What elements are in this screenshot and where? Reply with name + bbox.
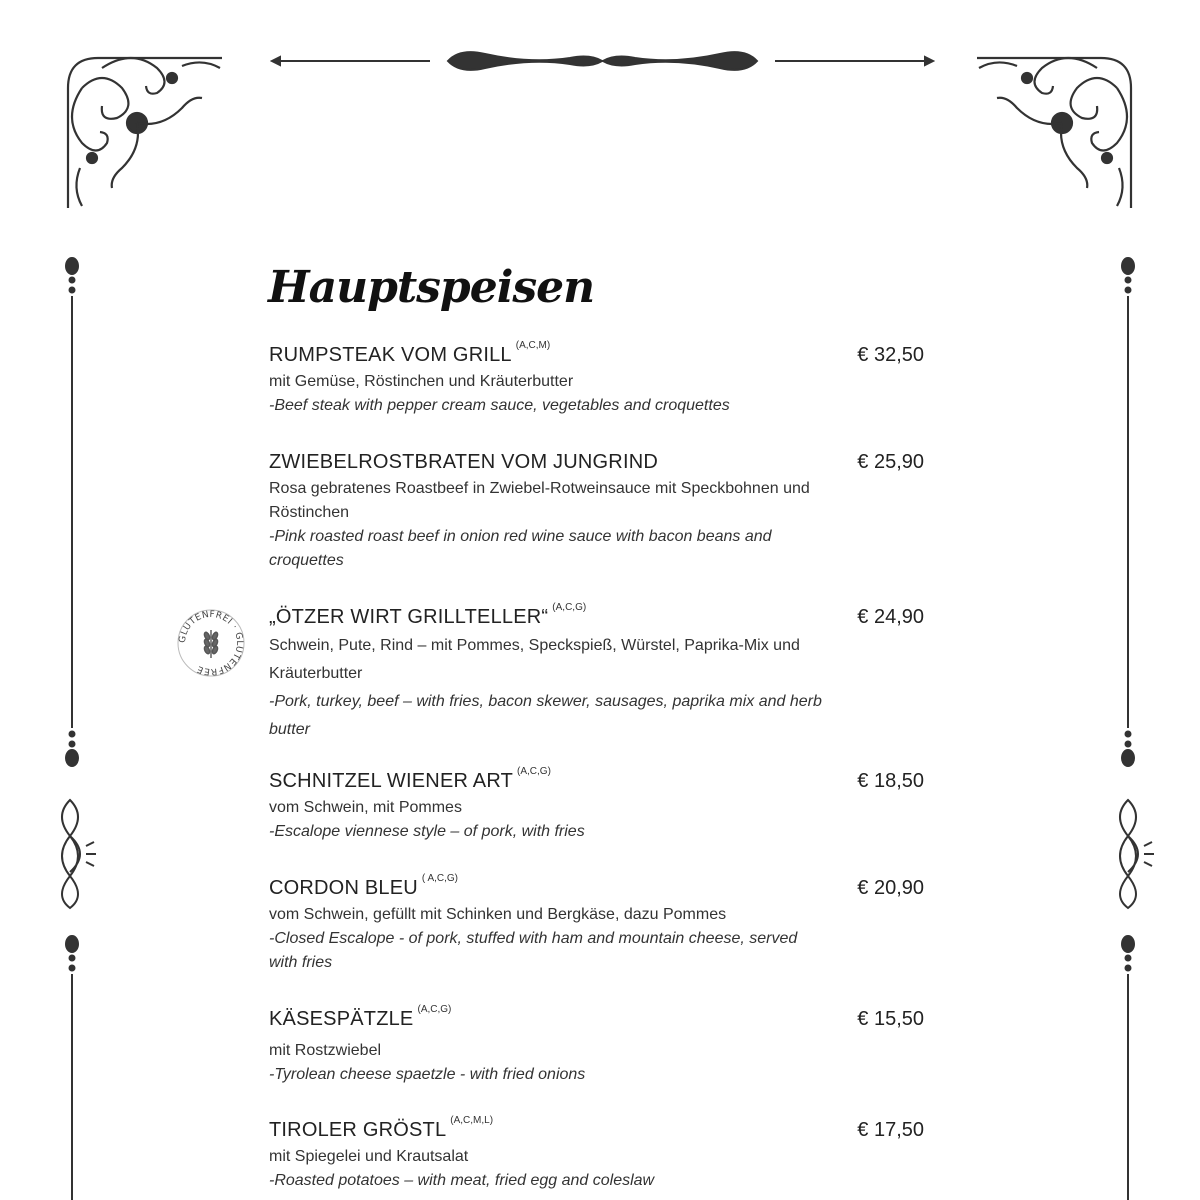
corner-ornament-top-left-icon: [62, 48, 227, 213]
menu-item: [269, 766, 924, 844]
menu-item: [269, 451, 924, 573]
description-english: -Pink roasted roast beef in onion red wine sauce with bacon beans and croquettes: [269, 528, 772, 569]
menu-item-name: „ÖTZER WIRT GRILLTELLER“: [269, 606, 549, 628]
description-english: -Roasted potatoes – with meat, fried egg and coleslaw: [269, 1172, 655, 1189]
menu-item-price: € 32,50: [857, 344, 924, 366]
description-german: vom Schwein, gefüllt mit Schinken und Bergkäse, dazu Pommes: [269, 906, 727, 923]
description-english: -Escalope viennese style – of pork, with fries: [269, 823, 585, 840]
description-german: Schwein, Pute, Rind – mit Pommes, Speckspieß, Würstel, Paprika-Mix und Kräuterbutter: [269, 637, 800, 682]
menu-item-price: € 18,50: [857, 770, 924, 792]
menu-item: [269, 1115, 924, 1193]
description-german: mit Spiegelei und Krautsalat: [269, 1148, 469, 1165]
left-infinity-ornament-icon: [50, 796, 100, 912]
menu-item-price: € 24,90: [857, 606, 924, 628]
left-upper-rail-icon: [62, 256, 82, 768]
menu-item-title: [269, 873, 459, 900]
menu-item: [269, 602, 924, 744]
menu-item-title: [269, 602, 587, 629]
description-german: Rosa gebratenes Roastbeef in Zwiebel-Rotweinsauce mit Speckbohnen und Röstinchen: [269, 480, 810, 521]
right-infinity-ornament-icon: [1106, 796, 1156, 912]
page-title: Hauptspeisen: [268, 262, 595, 313]
svg-text:GLUTENFREI · GLUTENFREE: GLUTENFREI · GLUTENFREE: [177, 609, 245, 677]
menu-item-price: € 20,90: [857, 877, 924, 899]
allergen-codes: ( A,C,G): [421, 873, 459, 884]
allergen-codes: (A,C,G): [552, 602, 587, 613]
description-english: -Beef steak with pepper cream sauce, vegetables and croquettes: [269, 397, 730, 414]
menu-item-title: [269, 340, 551, 367]
menu-item-name: KÄSESPÄTZLE: [269, 1008, 414, 1030]
description-german: vom Schwein, mit Pommes: [269, 799, 462, 816]
allergen-codes: (A,C,G): [417, 1004, 452, 1015]
menu-item-name: ZWIEBELROSTBRATEN VOM JUNGRIND: [269, 451, 658, 473]
menu-item-price: € 25,90: [857, 451, 924, 473]
menu-item: [269, 873, 924, 975]
allergen-codes: (A,C,M): [515, 340, 551, 351]
allergen-codes: (A,C,M,L): [450, 1115, 494, 1126]
description-english: -Tyrolean cheese spaetzle - with fried onions: [269, 1066, 586, 1083]
menu-item-title: [269, 1004, 452, 1031]
menu-item-name: SCHNITZEL WIENER ART: [269, 770, 514, 792]
menu-item-price: € 15,50: [857, 1008, 924, 1030]
left-lower-rail-icon: [62, 934, 82, 1200]
corner-ornament-top-right-icon: [972, 48, 1137, 213]
menu-item-title: [269, 451, 662, 474]
wheat-icon: [203, 630, 218, 658]
allergen-codes: (A,C,G): [517, 766, 551, 777]
description-german: mit Rostzwiebel: [269, 1042, 382, 1059]
menu-item: [269, 340, 924, 418]
right-upper-rail-icon: [1118, 256, 1138, 768]
description-english: -Closed Escalope - of pork, stuffed with ham and mountain cheese, served with fries: [269, 930, 798, 971]
menu-item-name: RUMPSTEAK VOM GRILL: [269, 344, 512, 366]
description-german: mit Gemüse, Röstinchen und Kräuterbutter: [269, 373, 574, 390]
description-english: -Pork, turkey, beef – with fries, bacon skewer, sausages, paprika mix and herb butter: [269, 693, 822, 738]
top-divider-ornament-icon: [270, 44, 935, 78]
right-lower-rail-icon: [1118, 934, 1138, 1200]
glutenfree-badge: [176, 608, 246, 678]
menu-item-price: € 17,50: [857, 1119, 924, 1141]
menu-item-title: [269, 1115, 494, 1142]
menu-item: [269, 1004, 924, 1087]
menu-item-name: TIROLER GRÖSTL: [269, 1119, 447, 1141]
menu-item-name: CORDON BLEU: [269, 877, 418, 899]
menu-item-title: [269, 766, 551, 793]
